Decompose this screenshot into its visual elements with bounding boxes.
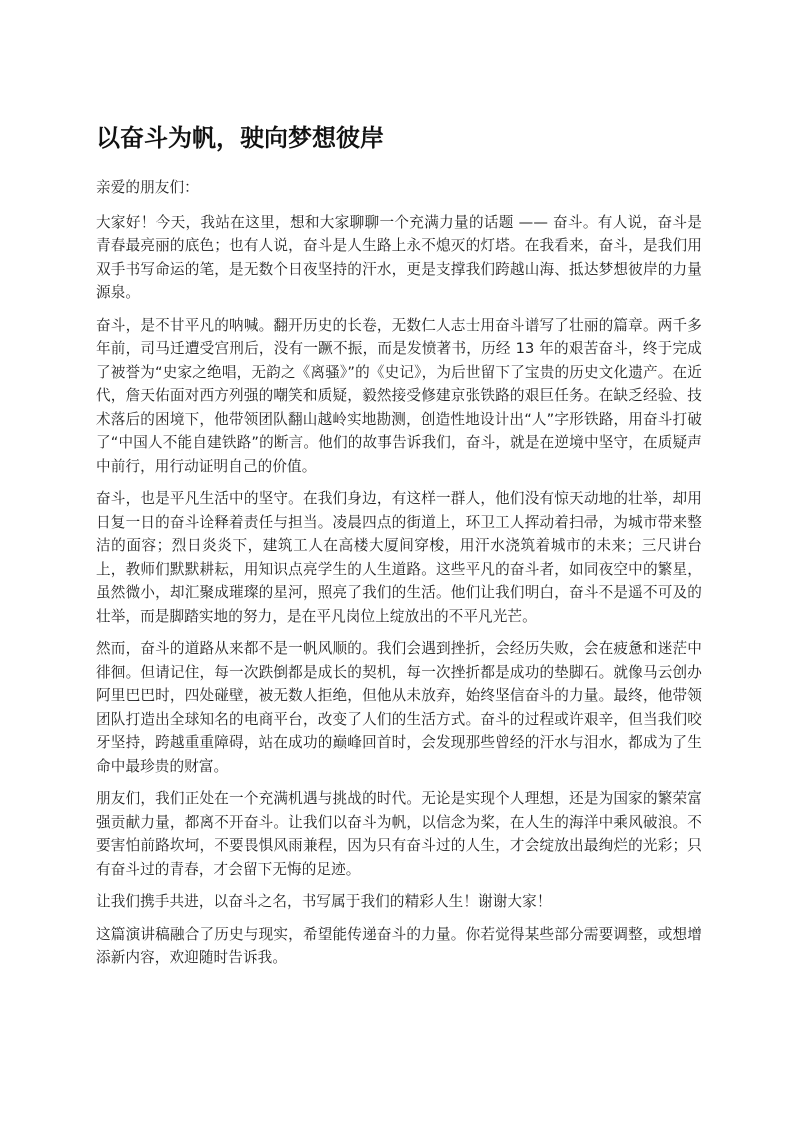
paragraph-intro: 大家好！今天，我站在这里，想和大家聊聊一个充满力量的话题 —— 奋斗。有人说，奋斗是青春最亮丽的底色；也有人说，奋斗是人生路上永不熄灭的灯塔。在我看来，奋斗，是我们用双手书写命运的笔，是无数个日夜坚持的汗水，更是支撑我们跨越山海、抵达梦想彼岸的力量源泉。 bbox=[96, 213, 702, 301]
paragraph-call-to-action: 朋友们，我们正处在一个充满机遇与挑战的时代。无论是实现个人理想，还是为国家的繁荣富强贡献力量，都离不开奋斗。让我们以奋斗为帆，以信念为桨，在人生的海洋中乘风破浪。不要害怕前路坎坷，不要畏惧风雨兼程，因为只有奋斗过的人生，才会绽放出最绚烂的光彩；只有奋斗过的青春，才会留下无悔的足迹。 bbox=[96, 790, 702, 878]
paragraph-history: 奋斗，是不甘平凡的呐喊。翻开历史的长卷，无数仁人志士用奋斗谱写了壮丽的篇章。两千多年前，司马迁遭受宫刑后，没有一蹶不振，而是发愤著书，历经 13 年的艰苦奋斗，终于完成了被誉为“史家之绝唱，无韵之《离骚》”的《史记》，为后世留下了宝贵的历史文化遗产。在近代，詹天佑面对西方列强的嘲笑和质疑，毅然接受修建京张铁路的艰巨任务。在缺乏经验、技术落后的困境下，他带领团队翻山越岭实地勘测，创造性地设计出“人”字形铁路，用奋斗打破了“中国人不能自建铁路”的断言。他们的故事告诉我们，奋斗，就是在逆境中坚守，在质疑声中前行，用行动证明自己的价值。 bbox=[96, 316, 702, 475]
paragraph-setbacks: 然而，奋斗的道路从来都不是一帆风顺的。我们会遇到挫折，会经历失败，会在疲惫和迷茫中徘徊。但请记住，每一次跌倒都是成长的契机，每一次挫折都是成功的垫脚石。就像马云创办阿里巴巴时，四处碰壁，被无数人拒绝，但他从未放弃，始终坚信奋斗的力量。最终，他带领团队打造出全球知名的电商平台，改变了人们的生活方式。奋斗的过程或许艰辛，但当我们咬牙坚持，跨越重重障碍，站在成功的巅峰回首时，会发现那些曾经的汗水与泪水，都成为了生命中最珍贵的财富。 bbox=[96, 640, 702, 775]
paragraph-closing: 让我们携手共进，以奋斗之名，书写属于我们的精彩人生！谢谢大家！ bbox=[96, 893, 552, 910]
document-page bbox=[96, 120, 702, 979]
paragraph-ordinary-life: 奋斗，也是平凡生活中的坚守。在我们身边，有这样一群人，他们没有惊天动地的壮举，却用日复一日的奋斗诠释着责任与担当。凌晨四点的街道上，环卫工人挥动着扫帚，为城市带来整洁的面容；烈日炎炎下，建筑工人在高楼大厦间穿梭，用汗水浇筑着城市的未来；三尺讲台上，教师们默默耕耘，用知识点亮学生的人生道路。这些平凡的奋斗者，如同夜空中的繁星，虽然微小，却汇聚成璀璨的星河，照亮了我们的生活。他们让我们明白，奋斗不是遥不可及的壮举，而是脚踏实地的努力，是在平凡岗位上绽放出的不平凡光芒。 bbox=[96, 490, 702, 625]
document-title: 以奋斗为帆，驶向梦想彼岸 bbox=[96, 124, 384, 152]
salutation: 亲爱的朋友们： bbox=[96, 179, 199, 196]
paragraph-note: 这篇演讲稿融合了历史与现实，希望能传递奋斗的力量。你若觉得某些部分需要调整，或想增添新内容，欢迎随时告诉我。 bbox=[96, 925, 702, 966]
